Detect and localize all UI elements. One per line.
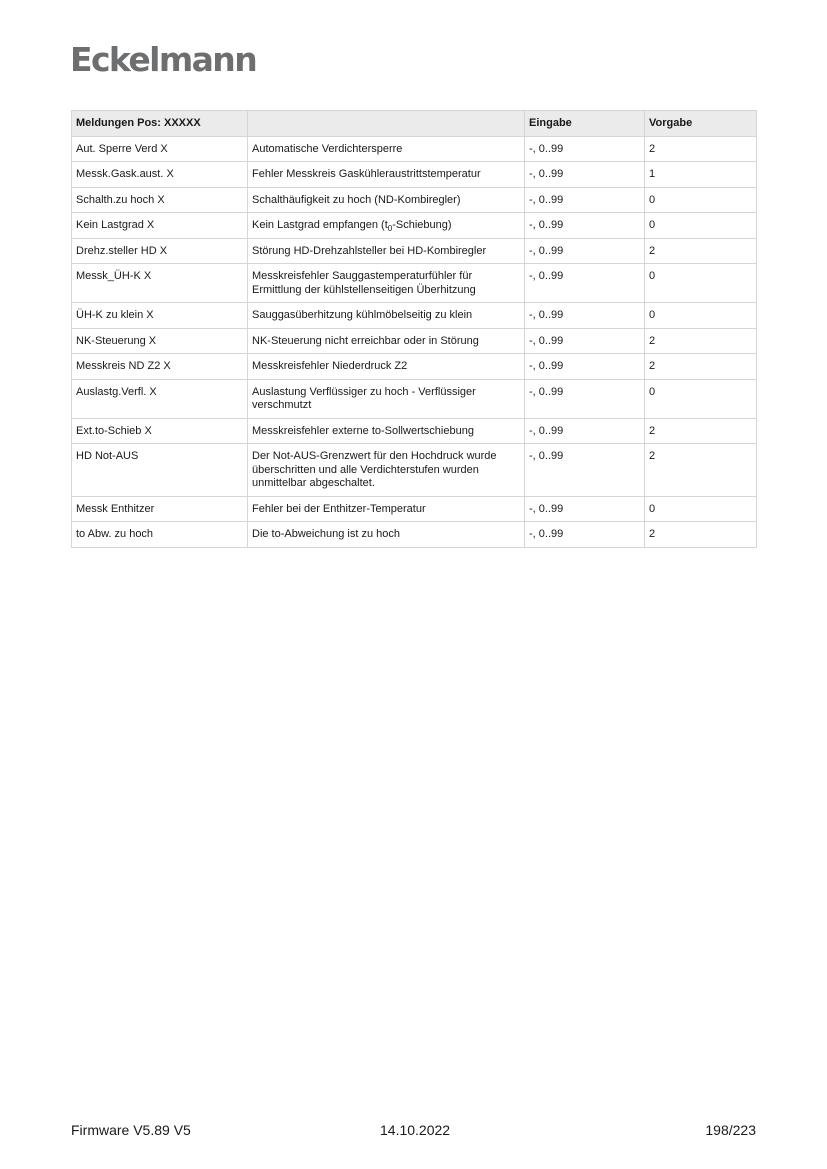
table-row (72, 303, 757, 329)
messages-table (71, 110, 757, 548)
message-default: 0 (645, 187, 757, 213)
table-row (72, 238, 757, 264)
message-name: HD Not-AUS (72, 444, 248, 497)
message-default: 2 (645, 238, 757, 264)
message-description: Störung HD-Drehzahlsteller bei HD-Kombiregler (248, 238, 525, 264)
message-input-range: -, 0..99 (525, 264, 645, 303)
message-description: Die to-Abweichung ist zu hoch (248, 522, 525, 548)
table-row (72, 418, 757, 444)
message-name: Schalth.zu hoch X (72, 187, 248, 213)
table-row (72, 162, 757, 188)
message-default: 1 (645, 162, 757, 188)
message-description: Schalthäufigkeit zu hoch (ND-Kombiregler) (248, 187, 525, 213)
message-input-range: -, 0..99 (525, 162, 645, 188)
table-row (72, 136, 757, 162)
message-default: 2 (645, 328, 757, 354)
message-name: Messk.Gask.aust. X (72, 162, 248, 188)
message-name: Aut. Sperre Verd X (72, 136, 248, 162)
message-name: Auslastg.Verfl. X (72, 379, 248, 418)
message-default: 2 (645, 418, 757, 444)
table-row (72, 444, 757, 497)
footer-page-number: 198/223 (705, 1122, 756, 1138)
message-name: to Abw. zu hoch (72, 522, 248, 548)
message-default: 0 (645, 264, 757, 303)
header-description (248, 111, 525, 137)
description-text: -Schiebung) (392, 219, 452, 231)
message-name: Messk Enthitzer (72, 496, 248, 522)
message-default: 0 (645, 213, 757, 239)
message-input-range: -, 0..99 (525, 213, 645, 239)
message-default: 2 (645, 136, 757, 162)
message-name: Kein Lastgrad X (72, 213, 248, 239)
message-input-range: -, 0..99 (525, 354, 645, 380)
message-default: 0 (645, 379, 757, 418)
message-name: Messkreis ND Z2 X (72, 354, 248, 380)
footer-firmware: Firmware V5.89 V5 (71, 1122, 191, 1138)
subscript-text: 0 (387, 224, 393, 234)
message-description: Fehler Messkreis Gaskühleraustrittstemperatur (248, 162, 525, 188)
message-name: Messk_ÜH-K X (72, 264, 248, 303)
message-description (248, 213, 525, 239)
message-name: Drehz.steller HD X (72, 238, 248, 264)
message-name: Ext.to-Schieb X (72, 418, 248, 444)
eckelmann-logo: Eckelmann (70, 40, 257, 79)
message-input-range: -, 0..99 (525, 303, 645, 329)
message-name: ÜH-K zu klein X (72, 303, 248, 329)
message-default: 2 (645, 522, 757, 548)
message-description: Sauggasüberhitzung kühlmöbelseitig zu klein (248, 303, 525, 329)
message-description: Messkreisfehler Sauggastemperaturfühler für Ermittlung der kühlstellenseitigen Überhitzung (248, 264, 525, 303)
message-description: Der Not-AUS-Grenzwert für den Hochdruck wurde überschritten und alle Verdichterstufen wurden unmittelbar abgeschaltet. (248, 444, 525, 497)
message-input-range: -, 0..99 (525, 328, 645, 354)
message-description: NK-Steuerung nicht erreichbar oder in Störung (248, 328, 525, 354)
message-description: Auslastung Verflüssiger zu hoch - Verflüssiger verschmutzt (248, 379, 525, 418)
table-row (72, 496, 757, 522)
message-input-range: -, 0..99 (525, 444, 645, 497)
message-input-range: -, 0..99 (525, 418, 645, 444)
table-row (72, 522, 757, 548)
message-input-range: -, 0..99 (525, 136, 645, 162)
table-row (72, 187, 757, 213)
description-text: Kein Lastgrad empfangen (t (252, 219, 388, 231)
message-default: 2 (645, 354, 757, 380)
footer-date: 14.10.2022 (380, 1122, 451, 1138)
message-description: Automatische Verdichtersperre (248, 136, 525, 162)
message-input-range: -, 0..99 (525, 522, 645, 548)
message-input-range: -, 0..99 (525, 238, 645, 264)
message-name: NK-Steuerung X (72, 328, 248, 354)
message-default: 0 (645, 496, 757, 522)
message-description: Messkreisfehler Niederdruck Z2 (248, 354, 525, 380)
message-description: Fehler bei der Enthitzer-Temperatur (248, 496, 525, 522)
message-default: 2 (645, 444, 757, 497)
header-eingabe: Eingabe (525, 111, 645, 137)
message-description: Messkreisfehler externe to-Sollwertschiebung (248, 418, 525, 444)
message-default: 0 (645, 303, 757, 329)
table-row (72, 264, 757, 303)
table-row (72, 213, 757, 239)
table-row (72, 328, 757, 354)
header-meldungen: Meldungen Pos: XXXXX (72, 111, 248, 137)
message-input-range: -, 0..99 (525, 187, 645, 213)
message-input-range: -, 0..99 (525, 379, 645, 418)
header-vorgabe: Vorgabe (645, 111, 757, 137)
table-row (72, 379, 757, 418)
message-input-range: -, 0..99 (525, 496, 645, 522)
table-header-row (72, 111, 757, 137)
table-row (72, 354, 757, 380)
